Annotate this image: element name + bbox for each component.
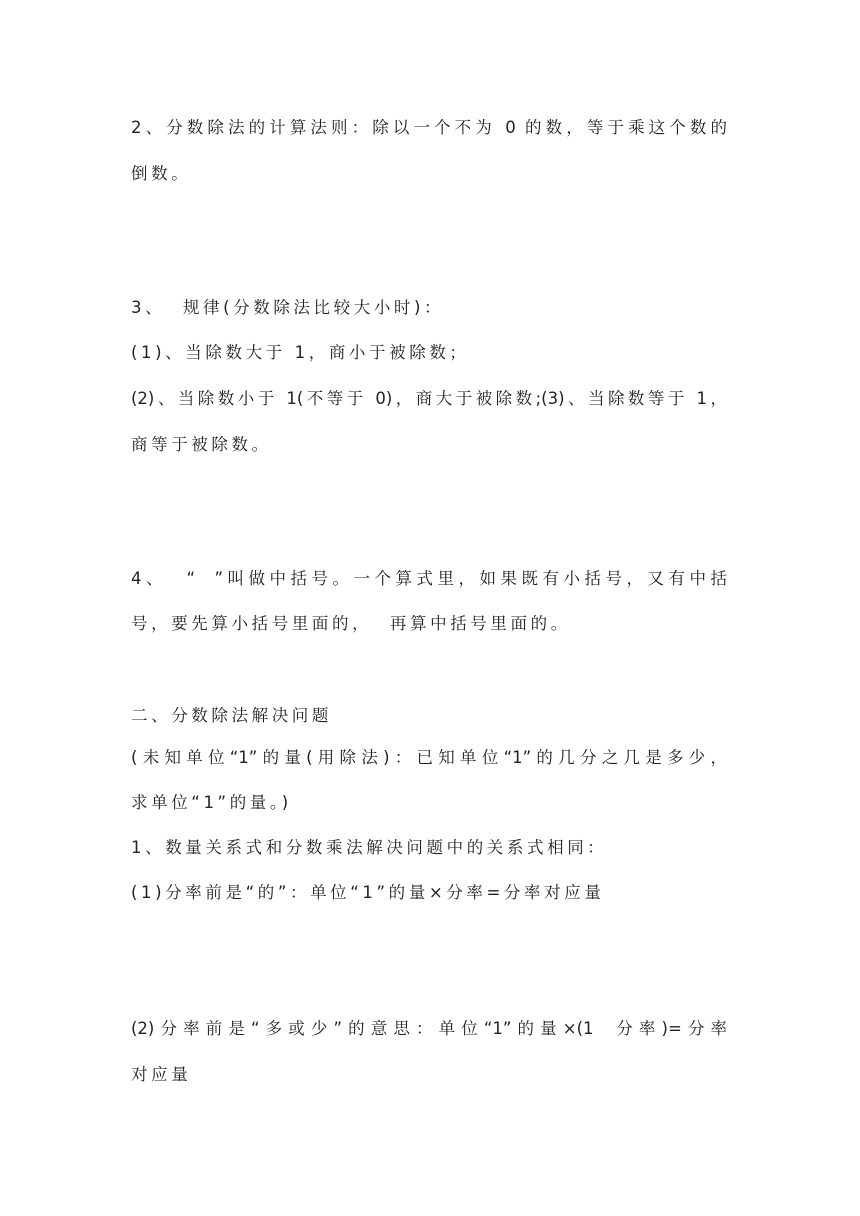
item3-heading: 3、 规律(分数除法比较大小时)： — [131, 298, 445, 317]
item2-line2: 倒数。 — [131, 164, 192, 183]
item3-rule2-line2: 商等于被除数。 — [131, 435, 272, 454]
section2-intro-line1: (未知单位“1”的量(用除法)：已知单位“1”的几分之几是多少， — [131, 748, 727, 767]
item4-line1: 4、 “ ”叫做中括号。一个算式里，如果既有小括号，又有中括 — [131, 569, 727, 588]
section2-intro-line2: 求单位“1”的量。) — [131, 793, 292, 812]
section2-case1: (1)分率前是“的”：单位“1”的量×分率=分率对应量 — [131, 883, 605, 902]
section2-point1: 1、数量关系式和分数乘法解决问题中的关系式相同： — [131, 838, 608, 857]
item3-rule1: (1)、当除数大于 1，商小于被除数； — [131, 343, 470, 362]
item4-line2: 号，要先算小括号里面的， 再算中括号里面的。 — [131, 614, 571, 633]
item3-rule2-line1: (2)、当除数小于 1(不等于 0)，商大于被除数;(3)、当除数等于 1， — [131, 389, 727, 408]
section2-title: 二、分数除法解决问题 — [131, 706, 332, 725]
item2-line1: 2、分数除法的计算法则：除以一个不为 0 的数，等于乘这个数的 — [131, 118, 727, 137]
section2-case2-line2: 对应量 — [131, 1065, 192, 1084]
section2-case2-line1: (2)分率前是“多或少”的意思：单位“1”的量×(1 分率)=分率 — [131, 1019, 727, 1038]
